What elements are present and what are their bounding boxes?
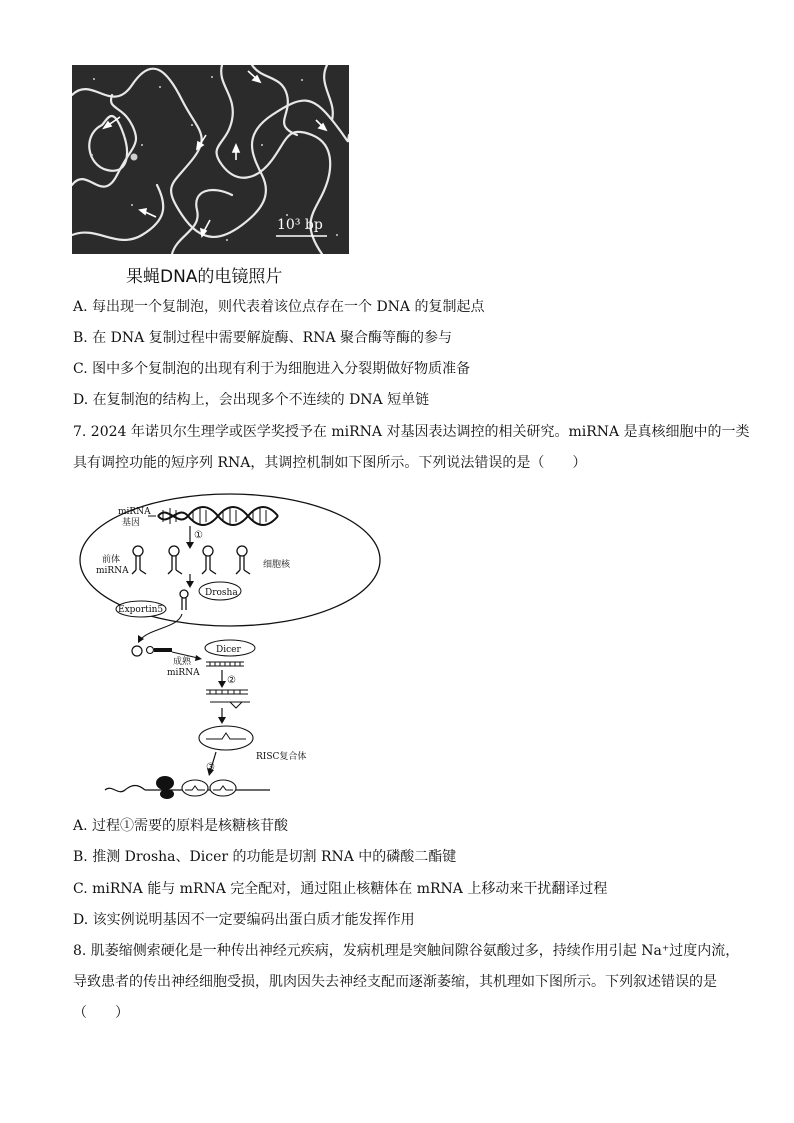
mirna-mechanism-diagram xyxy=(70,490,400,810)
q8-stem-line2: 导致患者的传出神经细胞受损，肌肉因失去神经支配而逐渐萎缩，其机理如下图所示。下列叙述错误的是 xyxy=(73,974,717,990)
precursor-label-1: 前体 xyxy=(102,555,121,565)
mrna-tail xyxy=(105,786,145,792)
mature-label-1: 成熟 xyxy=(173,657,192,667)
dna-helix xyxy=(158,507,278,525)
q6-option-b: B. 在 DNA 复制过程中需要解旋酶、RNA 聚合酶等酶的参与 xyxy=(73,330,453,346)
dicer-label: Dicer xyxy=(216,645,241,655)
q7-stem-line1: 7. 2024 年诺贝尔生理学或医学奖授予在 miRNA 对基因表达调控的相关研究。miRNA 是真核细胞中的一类 xyxy=(73,424,750,440)
q6-option-c: C. 图中多个复制泡的出现有利于为细胞进入分裂期做好物质准备 xyxy=(73,361,471,377)
drosha-label: Drosha xyxy=(205,588,238,598)
exportin5-label: Exportin5 xyxy=(118,605,164,615)
mirna-gene-label-1: miRNA xyxy=(118,507,151,517)
step-1-label: ① xyxy=(194,530,203,541)
step-3-label: ③ xyxy=(206,762,215,773)
dna-micrograph xyxy=(72,65,349,254)
risc-label: RISC复合体 xyxy=(256,752,307,762)
q7-option-a: A. 过程①需要的原料是核糖核苷酸 xyxy=(73,818,289,834)
step-2-label: ② xyxy=(227,675,236,686)
mirna-gene-label-2: 基因 xyxy=(122,518,141,528)
micrograph-svg xyxy=(72,65,349,254)
ribosome-large xyxy=(156,776,174,790)
q8-stem-line3: （ ） xyxy=(73,1005,129,1021)
q6-option-a: A. 每出现一个复制泡，则代表着该位点存在一个 DNA 的复制起点 xyxy=(73,299,485,315)
nucleus-label: 细胞核 xyxy=(263,560,291,570)
q7-option-d: D. 该实例说明基因不一定要编码出蛋白质才能发挥作用 xyxy=(73,912,415,928)
precursor-label-2: miRNA xyxy=(96,566,129,576)
scale-bar-label: 10³ bp xyxy=(277,217,323,233)
q7-option-c: C. miRNA 能与 mRNA 完全配对，通过阻止核糖体在 mRNA 上移动来干扰翻译过程 xyxy=(73,881,608,897)
q6-option-d: D. 在复制泡的结构上，会出现多个不连续的 DNA 短单链 xyxy=(73,392,430,408)
precursor-mirna-hairpins xyxy=(132,546,250,574)
q7-stem-line2: 具有调控功能的短序列 RNA，其调控机制如下图所示。下列说法错误的是（ ） xyxy=(73,455,587,471)
q8-stem-line1: 8. 肌萎缩侧索硬化是一种传出神经元疾病，发病机理是突触间隙谷氨酸过多，持续作用引起 Na⁺过度内流， xyxy=(73,943,740,959)
q7-option-b: B. 推测 Drosha、Dicer 的功能是切割 RNA 中的磷酸二酯键 xyxy=(73,849,457,865)
mature-label-2: miRNA xyxy=(167,668,200,678)
risc-complex xyxy=(199,726,253,750)
ribosome-small xyxy=(160,789,174,799)
figure-caption: 果蝇DNA的电镜照片 xyxy=(126,267,283,287)
